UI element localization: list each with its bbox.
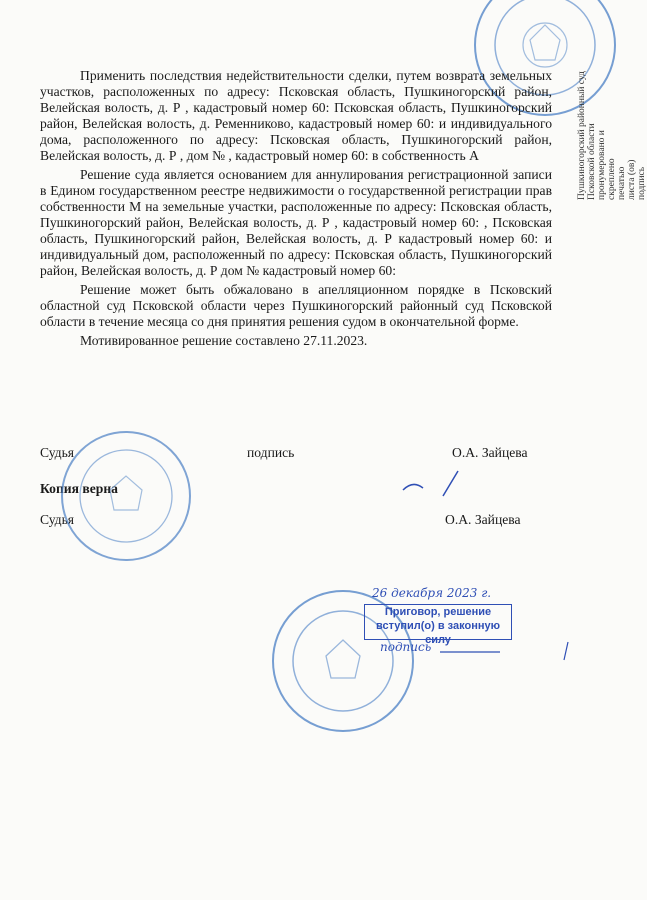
copy-judge-name: О.А. Зайцева [445, 512, 521, 527]
copy-judge-label: Судья [40, 512, 75, 527]
paragraph-appeal: Решение может быть обжаловано в апелляционном порядке в Псковский областной суд Псковской области через Пушкиногорский районный суд Псковской области в течение месяца со дня принятия решения судом в окончательной форме. [40, 282, 552, 329]
legal-force-stamp [364, 604, 512, 646]
legal-force-date: 26 декабря 2023 г. [372, 586, 492, 600]
copy-label: Копия верна [40, 481, 118, 496]
legal-force-line1: Приговор, решение [384, 606, 492, 618]
paragraph-date: Мотивированное решение составлено 27.11.2023. [80, 333, 368, 348]
judge-name: О.А. Зайцева [452, 445, 528, 460]
court-seal-middle [58, 428, 194, 564]
legal-force-line2: вступил(о) в законную силу [375, 620, 501, 646]
paragraph-consequences: Применить последствия недействительности сделки, путем возврата земельных участков, расположенных по адресу: Псковская область, Пушкиногорский район, Велейская волость, д. Р , кадастровый номер 60: Псковская область, Пушкиногорский район, Велейская волость, д. Ременниково, кадастровый номер 60: и индивидуального дома, расположенного по адресу: Псковская область, Пушкиногорский район, Велейская волость, д. Р , дом № , кадастровый номер 60: в собственность А [40, 68, 552, 163]
paragraph-annulment: Решение суда является основанием для аннулирования регистрационной записи в Едином государственном реестре недвижимости о государственной регистрации прав собственности М на земельные участки, расположенные по адресу: Псковская область, Пушкиногорский район, Велейская волость, д. Р , кадастровый номер 60: , Псковская область, Пушкиногорский район, Велейская волость, д. Р кадастровый номер 60: и индивидуальный дом, расположенный по адресу: Псковская область, Пушкиногорский район, Велейская волость, д. Р дом № кадастровый номер 60: [40, 167, 552, 278]
margin-note: Пушкиногорский районный суд Псковской области пронумеровано и скреплено печатью листа (ов) подпись [577, 71, 647, 200]
legal-force-scribble [440, 640, 580, 662]
legal-force-sign: подпись [380, 640, 432, 654]
signature-scribble [398, 468, 468, 498]
judge-label: Судья [40, 445, 75, 460]
signature-label: подпись [247, 445, 295, 460]
document-body [40, 68, 552, 352]
